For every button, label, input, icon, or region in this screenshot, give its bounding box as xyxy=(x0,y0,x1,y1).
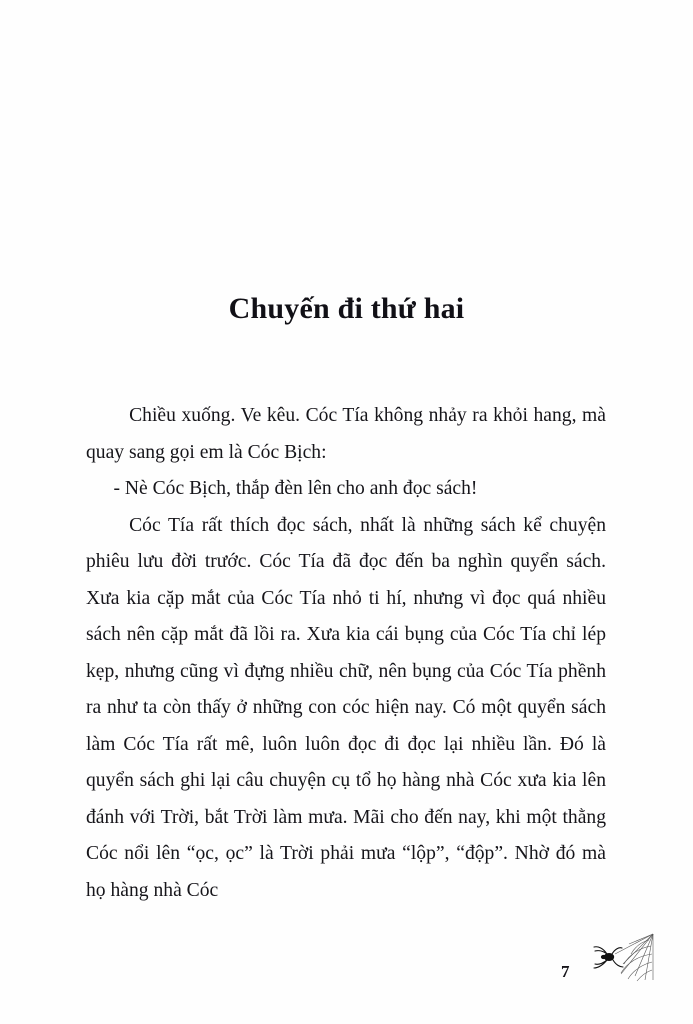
page-body-text xyxy=(86,398,606,909)
page-number: 7 xyxy=(561,962,570,981)
spider-web-ornament xyxy=(583,930,661,984)
paragraph: Chiều xuống. Ve kêu. Cóc Tía không nhảy ra khỏi hang, mà quay sang gọi em là Cóc Bịch: xyxy=(86,405,606,463)
chapter-title: Chuyến đi thứ hai xyxy=(228,292,465,326)
paragraph-dialogue: - Nè Cóc Bịch, thắp đèn lên cho anh đọc sách! xyxy=(113,478,478,499)
paragraph: Cóc Tía rất thích đọc sách, nhất là những sách kể chuyện phiêu lưu đời trước. Cóc Tía đã đọc đến ba nghìn quyển sách. Xưa kia cặp mắt của Cóc Tía nhỏ ti hí, nhưng vì đọc quá nhiều sách nên cặp mắt đã lồi ra. Xưa kia cái bụng của Cóc Tía chỉ lép kẹp, nhưng cũng vì đựng nhiều chữ, nên bụng của Cóc Tía phềnh ra như ta còn thấy ở những con cóc hiện nay. Có một quyển sách làm Cóc Tía rất mê, luôn luôn đọc đi đọc lại nhiều lần. Đó là quyển sách ghi lại câu chuyện cụ tổ họ hàng nhà Cóc xưa kia lên đánh với Trời, bắt Trời làm mưa. Mãi cho đến nay, khi một thằng Cóc nổi lên “ọc, ọc” là Trời phải mưa “lộp”, “độp”. Nhờ đó mà họ hàng nhà Cóc xyxy=(86,514,606,901)
